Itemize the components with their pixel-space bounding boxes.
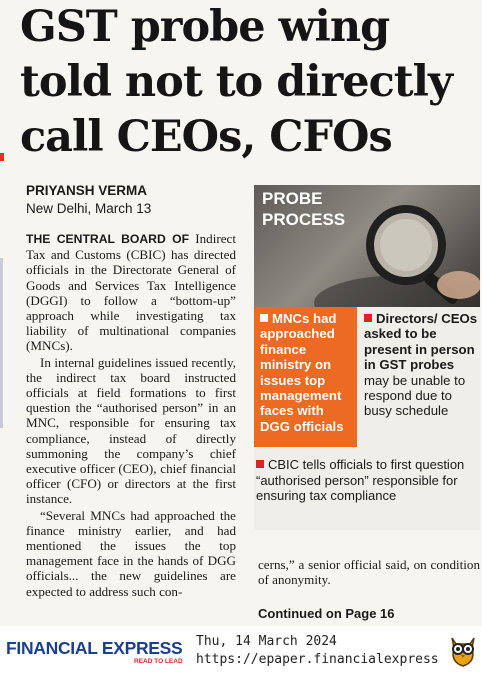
mncs-text-content: MNCs had approached finance ministry on issues top management faces with DGG officials <box>260 311 344 434</box>
dateline: New Delhi, March 13 <box>26 201 152 216</box>
edition-date: Thu, 14 March 2024 <box>196 634 337 649</box>
epaper-url[interactable]: https://epaper.financialexpress <box>196 652 439 667</box>
logo-tagline: READ TO LEAD <box>134 658 183 665</box>
directors-bold: Directors/ CEOs asked to be present in person in GST probes <box>364 311 478 373</box>
bullet-square-icon <box>260 314 268 322</box>
paragraph-1-text: Indirect Tax and Customs (CBIC) has directed officials in the Directorate General of Goods and Services Tax Intelligence (DGGI) to follow a “bottom-up” approach while investigating tax liability of multinational companies (MNCs). <box>26 231 236 354</box>
headline-line-1: GST probe wing <box>20 2 390 52</box>
headline-line-2: told not to directly <box>20 57 452 107</box>
directors-text <box>364 311 480 419</box>
mncs-panel <box>254 307 357 447</box>
probe-process-box <box>254 185 480 530</box>
byline: PRIYANSH VERMA <box>26 183 148 198</box>
headline <box>20 0 480 165</box>
headline-line-3: call CEOs, CFOs <box>20 112 392 162</box>
cbic-text-content: CBIC tells officials to first question “authorised person” responsible for ensuring tax compliance <box>256 457 465 504</box>
probe-title-line-2: PROCESS <box>262 210 346 229</box>
bullet-square-icon <box>364 314 372 322</box>
article-paragraph-1 <box>26 231 236 354</box>
cbic-text <box>256 457 478 504</box>
epaper-footer <box>0 626 482 674</box>
financial-express-logo[interactable]: FINANCIAL EXPRESS <box>6 638 183 658</box>
article-paragraph-3: “Several MNCs had approached the finance ministry earlier, and had mentioned the issues the top management face in the hands of DGG officials... the new guidelines are expected to address such con- <box>26 507 236 599</box>
probe-title-line-1: PROBE <box>262 189 323 208</box>
probe-title <box>262 188 345 230</box>
directors-rest: may be unable to respond due to busy schedule <box>364 372 466 419</box>
article-body <box>26 231 236 599</box>
mncs-text <box>260 311 356 434</box>
article-paragraph-2: In internal guidelines issued recently, the indirect tax board instructed officials at field formations to first question the “authorised person” in an MNC, responsible for ensuring tax compliance, instead of directly summoning the company’s chief executive officer (CEO), chief financial officer (CFO) or directors at the first instance. <box>26 354 236 507</box>
bullet-square-icon <box>256 460 264 468</box>
page-edge-bar <box>0 258 3 428</box>
continued-on-page[interactable]: Continued on Page 16 <box>258 606 395 621</box>
probe-photo <box>254 185 480 307</box>
lead-in: THE CENTRAL BOARD OF <box>26 232 190 246</box>
page-edge-marker <box>0 153 4 161</box>
article-continuation: cerns,” a senior official said, on condition of anonymity. <box>258 557 480 588</box>
owl-icon <box>448 632 478 668</box>
